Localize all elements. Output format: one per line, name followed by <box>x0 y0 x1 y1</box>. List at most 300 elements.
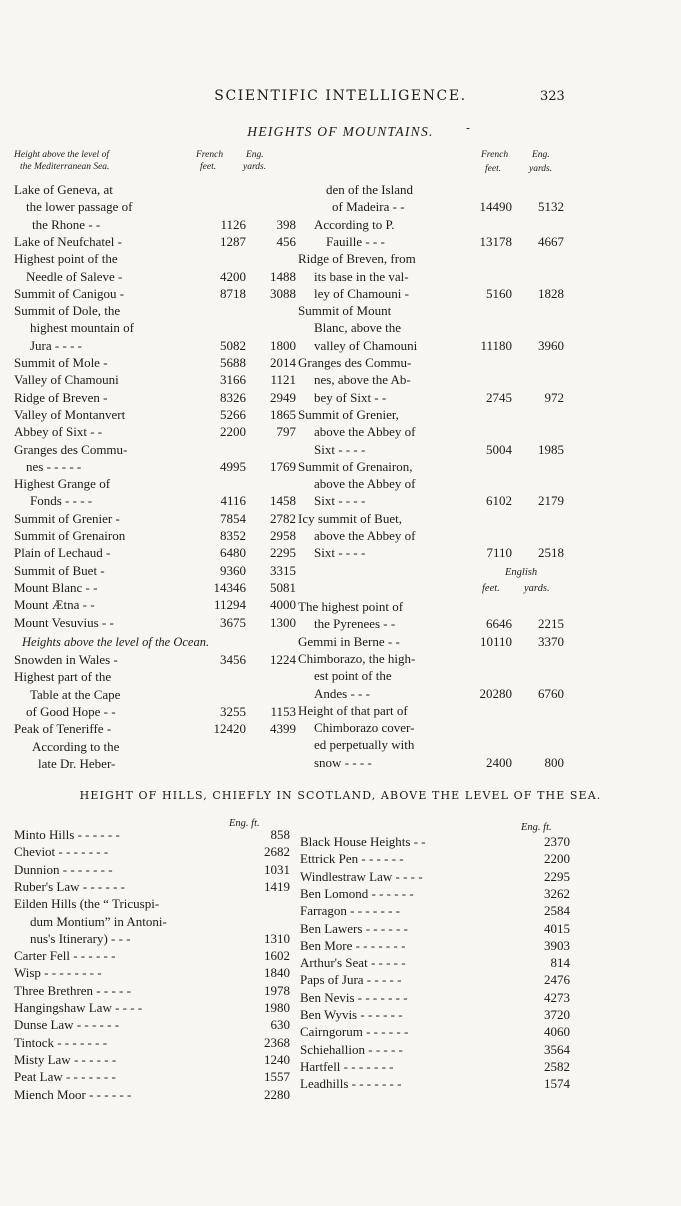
english-yards-value: 4399 <box>270 721 296 737</box>
english-yards-value: 797 <box>276 424 296 440</box>
french-feet-value: 7110 <box>486 545 512 561</box>
english-yards-value: 3960 <box>538 337 564 353</box>
entry-name: Summit of Grenairon, <box>298 458 413 474</box>
english-feet-value: 1240 <box>264 1051 290 1067</box>
entry-name: Summit of Buet - <box>14 562 105 578</box>
hill-row <box>14 1035 290 1051</box>
entry-name: Height of that part of <box>298 702 408 718</box>
entry-name: ley of Chamouni - <box>314 285 409 301</box>
english-yards-value: 4667 <box>538 233 564 249</box>
entry-name: Hartfell - - - - - - - <box>300 1058 394 1074</box>
mountain-row <box>298 703 570 719</box>
english-feet-value: 3262 <box>544 885 570 901</box>
entry-name: den of the Island <box>326 182 414 197</box>
entry-name: Ben Lawers - - - - - - <box>300 920 408 936</box>
entry-name: Summit of Mole - <box>14 355 108 370</box>
mountain-row <box>14 493 294 509</box>
french-feet-value: 8326 <box>220 389 246 405</box>
mountain-row <box>298 234 570 250</box>
entry-name: Dunse Law - - - - - - <box>14 1017 120 1033</box>
mountain-row <box>298 338 570 354</box>
french-feet-value: 5160 <box>486 285 512 301</box>
entry-name: late Dr. Heber- <box>38 755 116 771</box>
hill-row <box>14 896 290 912</box>
mountain-row <box>298 668 570 684</box>
entry-name: Mount Ætna - - <box>14 597 95 613</box>
entry-name: According to the <box>32 738 120 754</box>
mountain-row <box>298 217 570 233</box>
mountain-row <box>298 616 570 632</box>
hill-row <box>14 862 290 878</box>
english-yards-value: 5132 <box>538 199 564 215</box>
entry-name: Chimborazo, the high- <box>298 650 416 666</box>
entry-name: Blanc, above the <box>314 320 401 336</box>
mountain-row <box>298 372 570 388</box>
mountain-row <box>14 286 294 302</box>
entry-name: Granges des Commu- <box>298 355 412 370</box>
mountain-row <box>298 511 570 527</box>
french-feet-value: 4116 <box>220 493 246 509</box>
english-yards-value: 3370 <box>538 633 564 649</box>
english-feet-value: 2370 <box>544 834 570 849</box>
mountain-row <box>14 303 294 319</box>
entry-name: Lake of Neufchatel - <box>14 233 122 249</box>
mountain-row <box>14 669 294 685</box>
english-feet-value: 4060 <box>544 1024 570 1040</box>
running-head: SCIENTIFIC INTELLIGENCE. <box>214 88 467 104</box>
english-feet-value: 3720 <box>544 1007 570 1022</box>
hill-row <box>14 1052 290 1068</box>
mountain-row <box>298 320 570 336</box>
entry-name: Abbey of Sixt - - <box>14 424 103 440</box>
french-feet-value: 5004 <box>486 441 512 457</box>
mountain-row <box>298 355 570 371</box>
french-feet-value: 7854 <box>220 510 246 526</box>
entry-name: Fonds - - - - <box>30 493 93 509</box>
entry-name: ed perpetually with <box>314 737 415 753</box>
entry-name: Carter Fell - - - - - - <box>14 948 116 964</box>
entry-name: nes - - - - - <box>26 458 82 474</box>
english-yards-value: 398 <box>276 216 296 232</box>
mountain-row <box>14 390 294 406</box>
mountain-row <box>14 476 294 492</box>
mountain-row <box>14 407 294 423</box>
english-feet-value: 1574 <box>544 1076 570 1092</box>
entry-name: Mount Blanc - - <box>14 579 98 595</box>
english-yards-value: 3088 <box>270 285 296 301</box>
english-yards-value: 1800 <box>270 337 296 353</box>
entry-name: Ben Wyvis - - - - - - <box>300 1007 403 1022</box>
right-units-yards: yards. <box>524 583 550 594</box>
english-yards-value: 1121 <box>270 372 296 388</box>
mountain-row <box>14 355 294 371</box>
right-header-eng: Eng. <box>532 150 550 160</box>
english-yards-value: 1769 <box>270 458 296 474</box>
english-yards-value: 1865 <box>270 406 296 422</box>
hill-row <box>14 931 290 947</box>
hill-row <box>300 1076 570 1092</box>
entry-name: Lake of Geneva, at <box>14 182 113 197</box>
hill-row <box>300 834 570 850</box>
entry-name: Granges des Commu- <box>14 441 128 457</box>
entry-name: Miench Moor - - - - - - <box>14 1086 132 1102</box>
english-feet-value: 1310 <box>264 930 290 946</box>
hill-row <box>300 1059 570 1075</box>
english-feet-value: 1978 <box>264 982 290 998</box>
entry-name: of Good Hope - - <box>26 703 116 719</box>
entry-name: Cheviot - - - - - - - <box>14 844 109 860</box>
mountain-row <box>298 476 570 492</box>
entry-name: Windlestraw Law - - - - <box>300 868 423 884</box>
mountain-row <box>298 720 570 736</box>
mountain-row <box>298 599 570 615</box>
english-feet-value: 1980 <box>264 1000 290 1015</box>
french-feet-value: 6480 <box>220 545 246 561</box>
mountain-row <box>14 320 294 336</box>
entry-name: Schiehallion - - - - - <box>300 1041 403 1057</box>
mountain-row <box>298 755 570 771</box>
mountain-row <box>14 251 294 267</box>
mountain-row <box>298 737 570 753</box>
mountain-row <box>14 615 294 631</box>
english-feet-value: 3903 <box>544 937 570 953</box>
english-yards-value: 4000 <box>270 597 296 613</box>
entry-name: Ben Nevis - - - - - - - <box>300 989 408 1005</box>
entry-name: Peat Law - - - - - - - <box>14 1069 116 1085</box>
entry-name: Summit of Mount <box>298 303 392 319</box>
hill-row <box>300 1042 570 1058</box>
entry-name: highest mountain of <box>30 320 134 336</box>
mountain-row <box>14 597 294 613</box>
english-yards-value: 1985 <box>538 441 564 457</box>
entry-name: nus's Itinerary) - - - <box>30 930 131 946</box>
french-feet-value: 6646 <box>486 616 512 632</box>
english-yards-value: 2958 <box>270 528 296 543</box>
french-feet-value: 4995 <box>220 458 246 474</box>
english-feet-value: 630 <box>270 1017 290 1033</box>
entry-name: Summit of Grenairon <box>14 528 126 543</box>
entry-name: Minto Hills - - - - - - <box>14 827 120 842</box>
english-yards-value: 2215 <box>538 616 564 632</box>
english-feet-value: 4015 <box>544 920 570 936</box>
mountain-row <box>298 634 570 650</box>
hill-row <box>14 1087 290 1103</box>
entry-name: Gemmi in Berne - - <box>298 633 400 649</box>
english-yards-value: 972 <box>544 389 564 405</box>
entry-name: Summit of Dole, the <box>14 303 121 319</box>
entry-name: According to P. <box>314 216 395 232</box>
mountain-row <box>14 756 294 772</box>
entry-name: Andes - - - <box>314 685 370 701</box>
entry-name: Ruber's Law - - - - - - <box>14 878 125 894</box>
entry-name: Wisp - - - - - - - - <box>14 965 102 981</box>
english-yards-value: 800 <box>544 754 564 770</box>
entry-name: Eilden Hills (the “ Tricuspi- <box>14 896 160 912</box>
entry-name: The highest point of <box>298 599 404 614</box>
mountain-row <box>14 687 294 703</box>
french-feet-value: 1287 <box>220 233 246 249</box>
entry-name: Chimborazo cover- <box>314 720 415 736</box>
entry-name: Snowden in Wales - <box>14 652 118 667</box>
french-feet-value: 20280 <box>479 685 512 701</box>
english-feet-value: 2295 <box>544 868 570 884</box>
hill-row <box>14 914 290 930</box>
entry-name: Hangingshaw Law - - - - <box>14 1000 143 1015</box>
mountain-row <box>298 390 570 406</box>
mountain-row <box>14 652 294 668</box>
english-feet-value: 858 <box>270 827 290 842</box>
english-feet-value: 1419 <box>264 878 290 894</box>
french-feet-value: 8718 <box>220 285 246 301</box>
french-feet-value: 8352 <box>220 528 246 543</box>
left-header-yards: yards. <box>243 162 267 172</box>
mountain-row <box>14 704 294 720</box>
mountain-row <box>14 442 294 458</box>
english-feet-value: 2584 <box>544 903 570 919</box>
hill-row <box>300 921 570 937</box>
french-feet-value: 14346 <box>213 579 246 595</box>
mountain-row <box>298 651 570 667</box>
entry-name: Icy summit of Buet, <box>298 510 402 526</box>
mountain-row <box>14 580 294 596</box>
entry-name: Arthur's Seat - - - - - <box>300 955 406 971</box>
mountain-row <box>298 459 570 475</box>
left-header-eng: Eng. <box>246 150 264 160</box>
french-feet-value: 12420 <box>213 721 246 737</box>
left-header-label-2: the Mediterranean Sea. <box>20 162 110 172</box>
english-feet-value: 2476 <box>544 972 570 988</box>
right-units-english: English <box>505 567 538 578</box>
entry-name: valley of Chamouni <box>314 337 418 353</box>
entry-name: above the Abbey of <box>314 424 416 440</box>
english-feet-value: 3564 <box>544 1041 570 1057</box>
entry-name: the lower passage of <box>26 199 133 215</box>
table-title: HEIGHTS OF MOUNTAINS. <box>247 124 434 139</box>
entry-name: Leadhills - - - - - - - <box>300 1076 402 1092</box>
entry-name: Sixt - - - - <box>314 441 366 457</box>
right-header-french: French <box>481 150 509 160</box>
hill-row <box>300 990 570 1006</box>
ocean-subheading: Heights above the level of the Ocean. <box>22 635 210 649</box>
entry-name: Summit of Grenier - <box>14 510 120 526</box>
entry-name: Ettrick Pen - - - - - - <box>300 851 404 867</box>
entry-name: Highest part of the <box>14 669 112 685</box>
hill-row <box>14 983 290 999</box>
entry-name: Needle of Saleve - <box>26 268 123 284</box>
french-feet-value: 11294 <box>213 597 246 613</box>
hill-row <box>14 1069 290 1085</box>
english-yards-value: 6760 <box>538 685 564 701</box>
french-feet-value: 3675 <box>220 614 246 630</box>
entry-name: the Rhone - - <box>32 216 101 232</box>
english-yards-value: 3315 <box>270 562 296 578</box>
mountain-row <box>298 493 570 509</box>
english-yards-value: 1300 <box>270 614 296 630</box>
mountain-row <box>14 721 294 737</box>
hill-row <box>300 938 570 954</box>
mountain-row <box>298 528 570 544</box>
entry-name: est point of the <box>314 668 392 684</box>
mountain-row <box>14 528 294 544</box>
mountain-row <box>14 199 294 215</box>
mountain-row <box>298 182 570 198</box>
mountain-row <box>14 182 294 198</box>
english-yards-value: 1828 <box>538 285 564 301</box>
english-yards-value: 1458 <box>270 493 296 509</box>
english-yards-value: 5081 <box>270 579 296 595</box>
entry-name: Tintock - - - - - - - <box>14 1034 108 1050</box>
entry-name: Highest point of the <box>14 251 118 267</box>
mountain-row <box>298 424 570 440</box>
mountain-row <box>298 407 570 423</box>
english-yards-value: 2179 <box>538 493 564 509</box>
entry-name: its base in the val- <box>314 268 409 284</box>
entry-name: dum Montium” in Antoni- <box>30 913 167 929</box>
english-feet-value: 4273 <box>544 989 570 1005</box>
french-feet-value: 1126 <box>220 216 246 232</box>
hill-row <box>300 955 570 971</box>
french-feet-value: 5082 <box>220 337 246 353</box>
mountain-row <box>14 234 294 250</box>
hills-unit-right: Eng. ft. <box>521 822 552 833</box>
entry-name: Dunnion - - - - - - - <box>14 861 113 877</box>
mountain-row <box>14 511 294 527</box>
english-yards-value: 456 <box>276 233 296 249</box>
french-feet-value: 10110 <box>479 633 512 649</box>
hill-row <box>300 1007 570 1023</box>
french-feet-value: 3255 <box>220 703 246 719</box>
right-header-yards: yards. <box>529 164 553 174</box>
english-feet-value: 2200 <box>544 851 570 867</box>
hills-heading: HEIGHT OF HILLS, CHIEFLY IN SCOTLAND, ABOVE THE LEVEL OF THE SEA. <box>79 789 602 802</box>
mountain-row <box>298 286 570 302</box>
entry-name: nes, above the Ab- <box>314 372 411 388</box>
entry-name: Ben More - - - - - - - <box>300 937 406 953</box>
entry-name: Fauille - - - <box>326 233 385 249</box>
french-feet-value: 3166 <box>220 372 246 388</box>
mountain-row <box>298 303 570 319</box>
english-feet-value: 2682 <box>264 844 290 860</box>
french-feet-value: 2400 <box>486 754 512 770</box>
left-header-feet: feet. <box>200 162 217 172</box>
left-header-french: French <box>196 150 224 160</box>
left-header-label-1: Height above the level of <box>14 150 109 160</box>
entry-name: Mount Vesuvius - - <box>14 614 114 630</box>
entry-name: the Pyrenees - - <box>314 616 396 632</box>
entry-name: above the Abbey of <box>314 476 416 492</box>
entry-name: above the Abbey of <box>314 528 416 543</box>
entry-name: Jura - - - - <box>30 337 82 353</box>
entry-name: Sixt - - - - <box>314 545 366 561</box>
hill-row <box>14 948 290 964</box>
hill-row <box>14 879 290 895</box>
mountain-row <box>14 269 294 285</box>
english-yards-value: 2782 <box>270 510 296 526</box>
english-feet-value: 1031 <box>264 861 290 877</box>
hill-row <box>300 972 570 988</box>
mountain-row <box>14 563 294 579</box>
hills-unit-left: Eng. ft. <box>229 818 260 829</box>
english-feet-value: 2280 <box>264 1086 290 1102</box>
english-yards-value: 1488 <box>270 268 296 284</box>
entry-name: of Madeira - - <box>332 199 405 215</box>
hill-row <box>14 965 290 981</box>
entry-name: Valley of Montanvert <box>14 406 126 422</box>
right-header-feet: feet. <box>485 164 502 174</box>
entry-name: Table at the Cape <box>30 686 121 702</box>
french-feet-value: 11180 <box>480 337 512 353</box>
french-feet-value: 4200 <box>220 268 246 284</box>
english-feet-value: 2368 <box>264 1034 290 1050</box>
french-feet-value: 2745 <box>486 389 512 405</box>
english-feet-value: 1557 <box>264 1069 290 1085</box>
english-feet-value: 1840 <box>264 965 290 981</box>
entry-name: Ridge of Breven, from <box>298 251 416 267</box>
mountain-row <box>14 217 294 233</box>
english-yards-value: 2014 <box>270 355 296 370</box>
french-feet-value: 9360 <box>220 562 246 578</box>
mountain-row <box>298 442 570 458</box>
entry-name: Highest Grange of <box>14 476 111 492</box>
entry-name: Ben Lomond - - - - - - <box>300 885 414 901</box>
hill-row <box>14 1017 290 1033</box>
french-feet-value: 5688 <box>220 355 246 370</box>
english-feet-value: 1602 <box>264 948 290 964</box>
stray-mark: - <box>466 121 471 135</box>
entry-name: Paps of Jura - - - - - <box>300 972 402 988</box>
french-feet-value: 3456 <box>220 652 246 667</box>
mountain-row <box>14 459 294 475</box>
entry-name: Cairngorum - - - - - - <box>300 1024 409 1040</box>
entry-name: Sixt - - - - <box>314 493 366 509</box>
hill-row <box>14 1000 290 1016</box>
french-feet-value: 14490 <box>479 199 512 215</box>
hill-row <box>300 1024 570 1040</box>
entry-name: snow - - - - <box>314 754 372 770</box>
hill-row <box>14 844 290 860</box>
entry-name: Farragon - - - - - - - <box>300 903 400 919</box>
hill-row <box>300 886 570 902</box>
mountain-row <box>298 269 570 285</box>
entry-name: Misty Law - - - - - - <box>14 1051 117 1067</box>
entry-name: Peak of Teneriffe - <box>14 721 112 737</box>
mountain-row <box>14 338 294 354</box>
mountain-row <box>14 739 294 755</box>
mountain-row <box>14 424 294 440</box>
mountain-row <box>298 251 570 267</box>
entry-name: Black House Heights - - <box>300 834 426 849</box>
hill-row <box>300 903 570 919</box>
mountain-row <box>298 199 570 215</box>
right-units-feet: feet. <box>482 583 500 594</box>
english-yards-value: 1224 <box>270 652 296 667</box>
french-feet-value: 5266 <box>220 406 246 422</box>
mountain-row <box>298 545 570 561</box>
english-feet-value: 814 <box>550 955 570 971</box>
english-yards-value: 2949 <box>270 389 296 405</box>
page-number: 323 <box>540 89 565 104</box>
hill-row <box>300 851 570 867</box>
english-feet-value: 2582 <box>544 1058 570 1074</box>
mountain-row <box>14 545 294 561</box>
entry-name: bey of Sixt - - <box>314 389 387 405</box>
english-yards-value: 2295 <box>270 545 296 561</box>
mountain-row <box>14 372 294 388</box>
french-feet-value: 2200 <box>220 424 246 440</box>
french-feet-value: 6102 <box>486 493 512 509</box>
entry-name: Three Brethren - - - - - <box>14 982 131 998</box>
entry-name: Ridge of Breven - <box>14 389 108 405</box>
